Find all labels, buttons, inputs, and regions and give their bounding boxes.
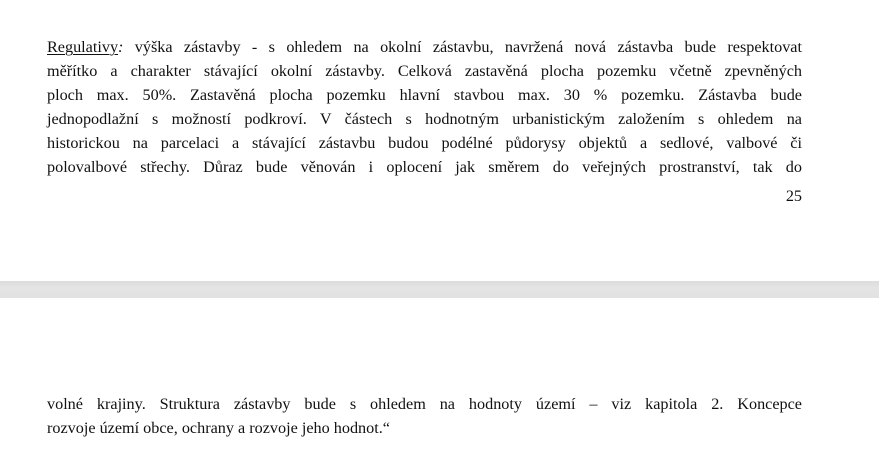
regulations-term: Regulativy <box>47 38 119 56</box>
page-separator <box>0 281 879 298</box>
paragraph-line-4: jednopodlažní s možností podkroví. V částech s hodnotným urbanistickým založením s ohledem na <box>47 110 802 128</box>
paragraph-line-1: volné krajiny. Struktura zástavby bude s ohledem na hodnoty území – viz kapitola 2. Koncepce <box>47 395 802 413</box>
page-number: 25 <box>785 187 802 205</box>
continuation-paragraph <box>47 392 802 440</box>
regulations-colon: : <box>118 38 124 56</box>
line-text: výška zástavby - s ohledem na okolní zástavbu, navržená nová zástavba bude respektovat <box>123 38 802 56</box>
paragraph-line-2: rozvoje území obce, ochrany a rozvoje jeho hodnot.“ <box>47 419 390 437</box>
regulations-paragraph <box>47 35 802 179</box>
paragraph-line-5: historickou na parcelaci a stávající zástavbu budou podélné půdorysy objektů a sedlové, valbové či <box>47 134 802 152</box>
paragraph-line-3: ploch max. 50%. Zastavěná plocha pozemku hlavní stavbou max. 30 % pozemku. Zástavba bude <box>47 86 802 104</box>
paragraph-line-1 <box>47 35 802 59</box>
document-page-bottom <box>0 298 879 473</box>
paragraph-line-2: měřítko a charakter stávající okolní zástavby. Celková zastavěná plocha pozemku včetně zpevněných <box>47 62 802 80</box>
paragraph-line-6: polovalbové střechy. Důraz bude věnován i oplocení jak směrem do veřejných prostranství, tak do <box>47 158 802 176</box>
